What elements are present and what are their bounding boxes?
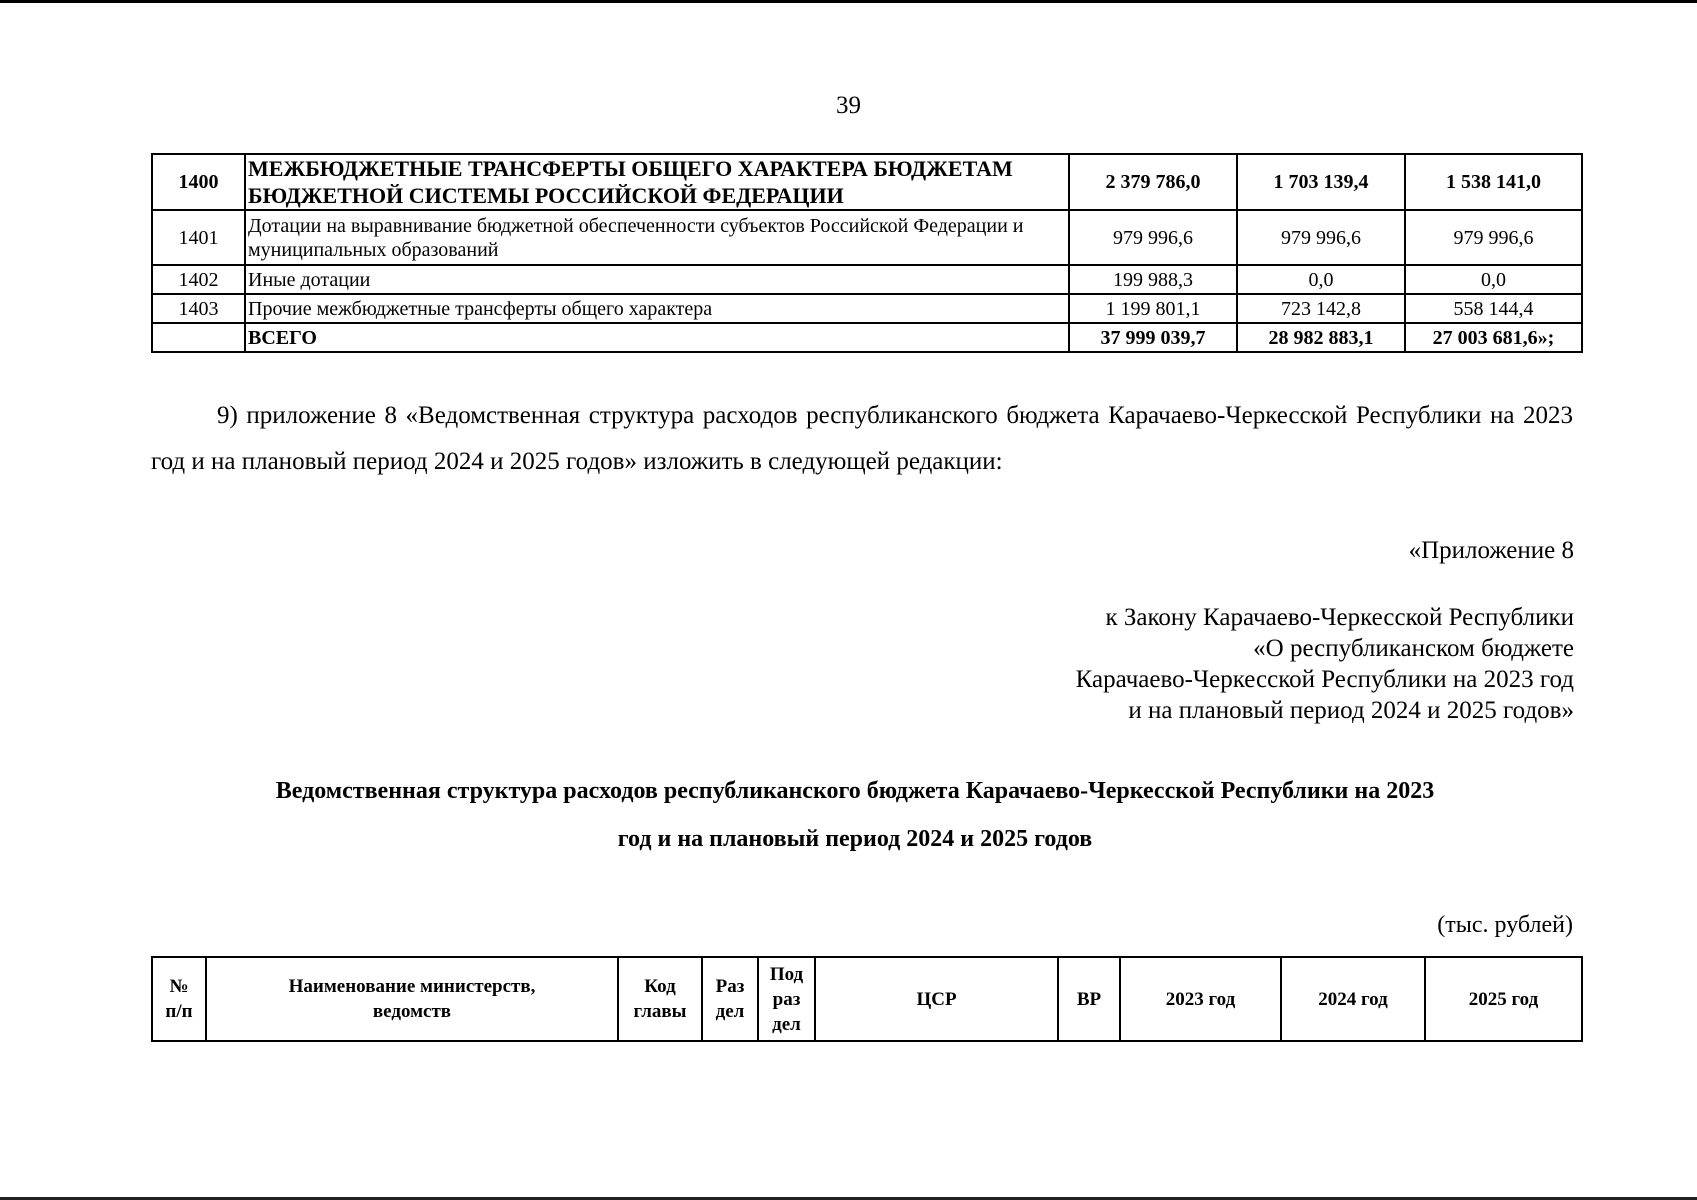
value-2024: 0,0 [1237, 265, 1405, 294]
law-line: Карачаево-Черкесской Республики на 2023 год [1075, 666, 1574, 693]
header-2024: 2024 год [1281, 957, 1425, 1041]
value-2023: 1 199 801,1 [1069, 294, 1237, 323]
table-header-row [152, 957, 1582, 1041]
header-subsection: Под раз дел [758, 957, 815, 1041]
table-row [152, 210, 1582, 265]
value-2024: 723 142,8 [1237, 294, 1405, 323]
table-row [152, 294, 1582, 323]
value-2025: 0,0 [1405, 265, 1582, 294]
value-2025: 1 538 141,0 [1405, 154, 1582, 210]
law-line: к Закону Карачаево-Черкесской Республики [1105, 604, 1574, 631]
total-2024: 28 982 883,1 [1237, 323, 1405, 352]
table-row [152, 265, 1582, 294]
value-2024: 1 703 139,4 [1237, 154, 1405, 210]
row-name: Дотации на выравнивание бюджетной обеспеченности субъектов Российской Федерации и муниципальных образований [245, 210, 1069, 265]
header-vr: ВР [1058, 957, 1120, 1041]
law-line: и на плановый период 2024 и 2025 годов» [1128, 697, 1574, 724]
total-2023: 37 999 039,7 [1069, 323, 1237, 352]
value-2024: 979 996,6 [1237, 210, 1405, 265]
law-line: «О республиканском бюджете [1253, 635, 1574, 662]
row-code: 1401 [152, 210, 245, 265]
row-name: Прочие межбюджетные трансферты общего характера [245, 294, 1069, 323]
total-label: ВСЕГО [245, 323, 1069, 352]
total-2025: 27 003 681,6»; [1405, 323, 1582, 352]
table-row [152, 154, 1582, 210]
scan-edge-top [0, 0, 1697, 3]
header-ministry-name: Наименование министерств, ведомств [206, 957, 618, 1041]
value-2023: 199 988,3 [1069, 265, 1237, 294]
header-csr: ЦСР [815, 957, 1058, 1041]
row-code: 1403 [152, 294, 245, 323]
units-label: (тыс. рублей) [1437, 912, 1573, 938]
header-chapter-code: Код главы [618, 957, 702, 1041]
header-2025: 2025 год [1425, 957, 1582, 1041]
document-title [210, 767, 1500, 863]
appendix-law-reference [1076, 602, 1574, 726]
page-number: 39 [836, 92, 861, 119]
header-2023: 2023 год [1120, 957, 1281, 1041]
row-code: 1400 [152, 154, 245, 210]
header-number: № п/п [152, 957, 206, 1041]
row-name: МЕЖБЮДЖЕТНЫЕ ТРАНСФЕРТЫ ОБЩЕГО ХАРАКТЕРА БЮДЖЕТАМ БЮДЖЕТНОЙ СИСТЕМЫ РОССИЙСКОЙ ФЕДЕРАЦИИ [245, 154, 1069, 210]
header-section: Раз дел [702, 957, 758, 1041]
row-code: 1402 [152, 265, 245, 294]
budget-table [151, 153, 1583, 353]
total-row [152, 323, 1582, 352]
appendix-reference: «Приложение 8 [1408, 537, 1574, 564]
value-2023: 979 996,6 [1069, 210, 1237, 265]
title-line: год и на плановый период 2024 и 2025 годов [617, 826, 1093, 852]
title-line: Ведомственная структура расходов республиканского бюджета Карачаево-Черкесской Республики на 2023 [275, 778, 1435, 804]
value-2025: 558 144,4 [1405, 294, 1582, 323]
row-code [152, 323, 245, 352]
row-name: Иные дотации [245, 265, 1069, 294]
value-2025: 979 996,6 [1405, 210, 1582, 265]
value-2023: 2 379 786,0 [1069, 154, 1237, 210]
amendment-paragraph: 9) приложение 8 «Ведомственная структура расходов республиканского бюджета Карачаево-Черкесской Республики на 2023 год и на плановый период 2024 и 2025 годов» изложить в следующей редакции: [151, 402, 1573, 475]
structure-table [151, 956, 1583, 1042]
